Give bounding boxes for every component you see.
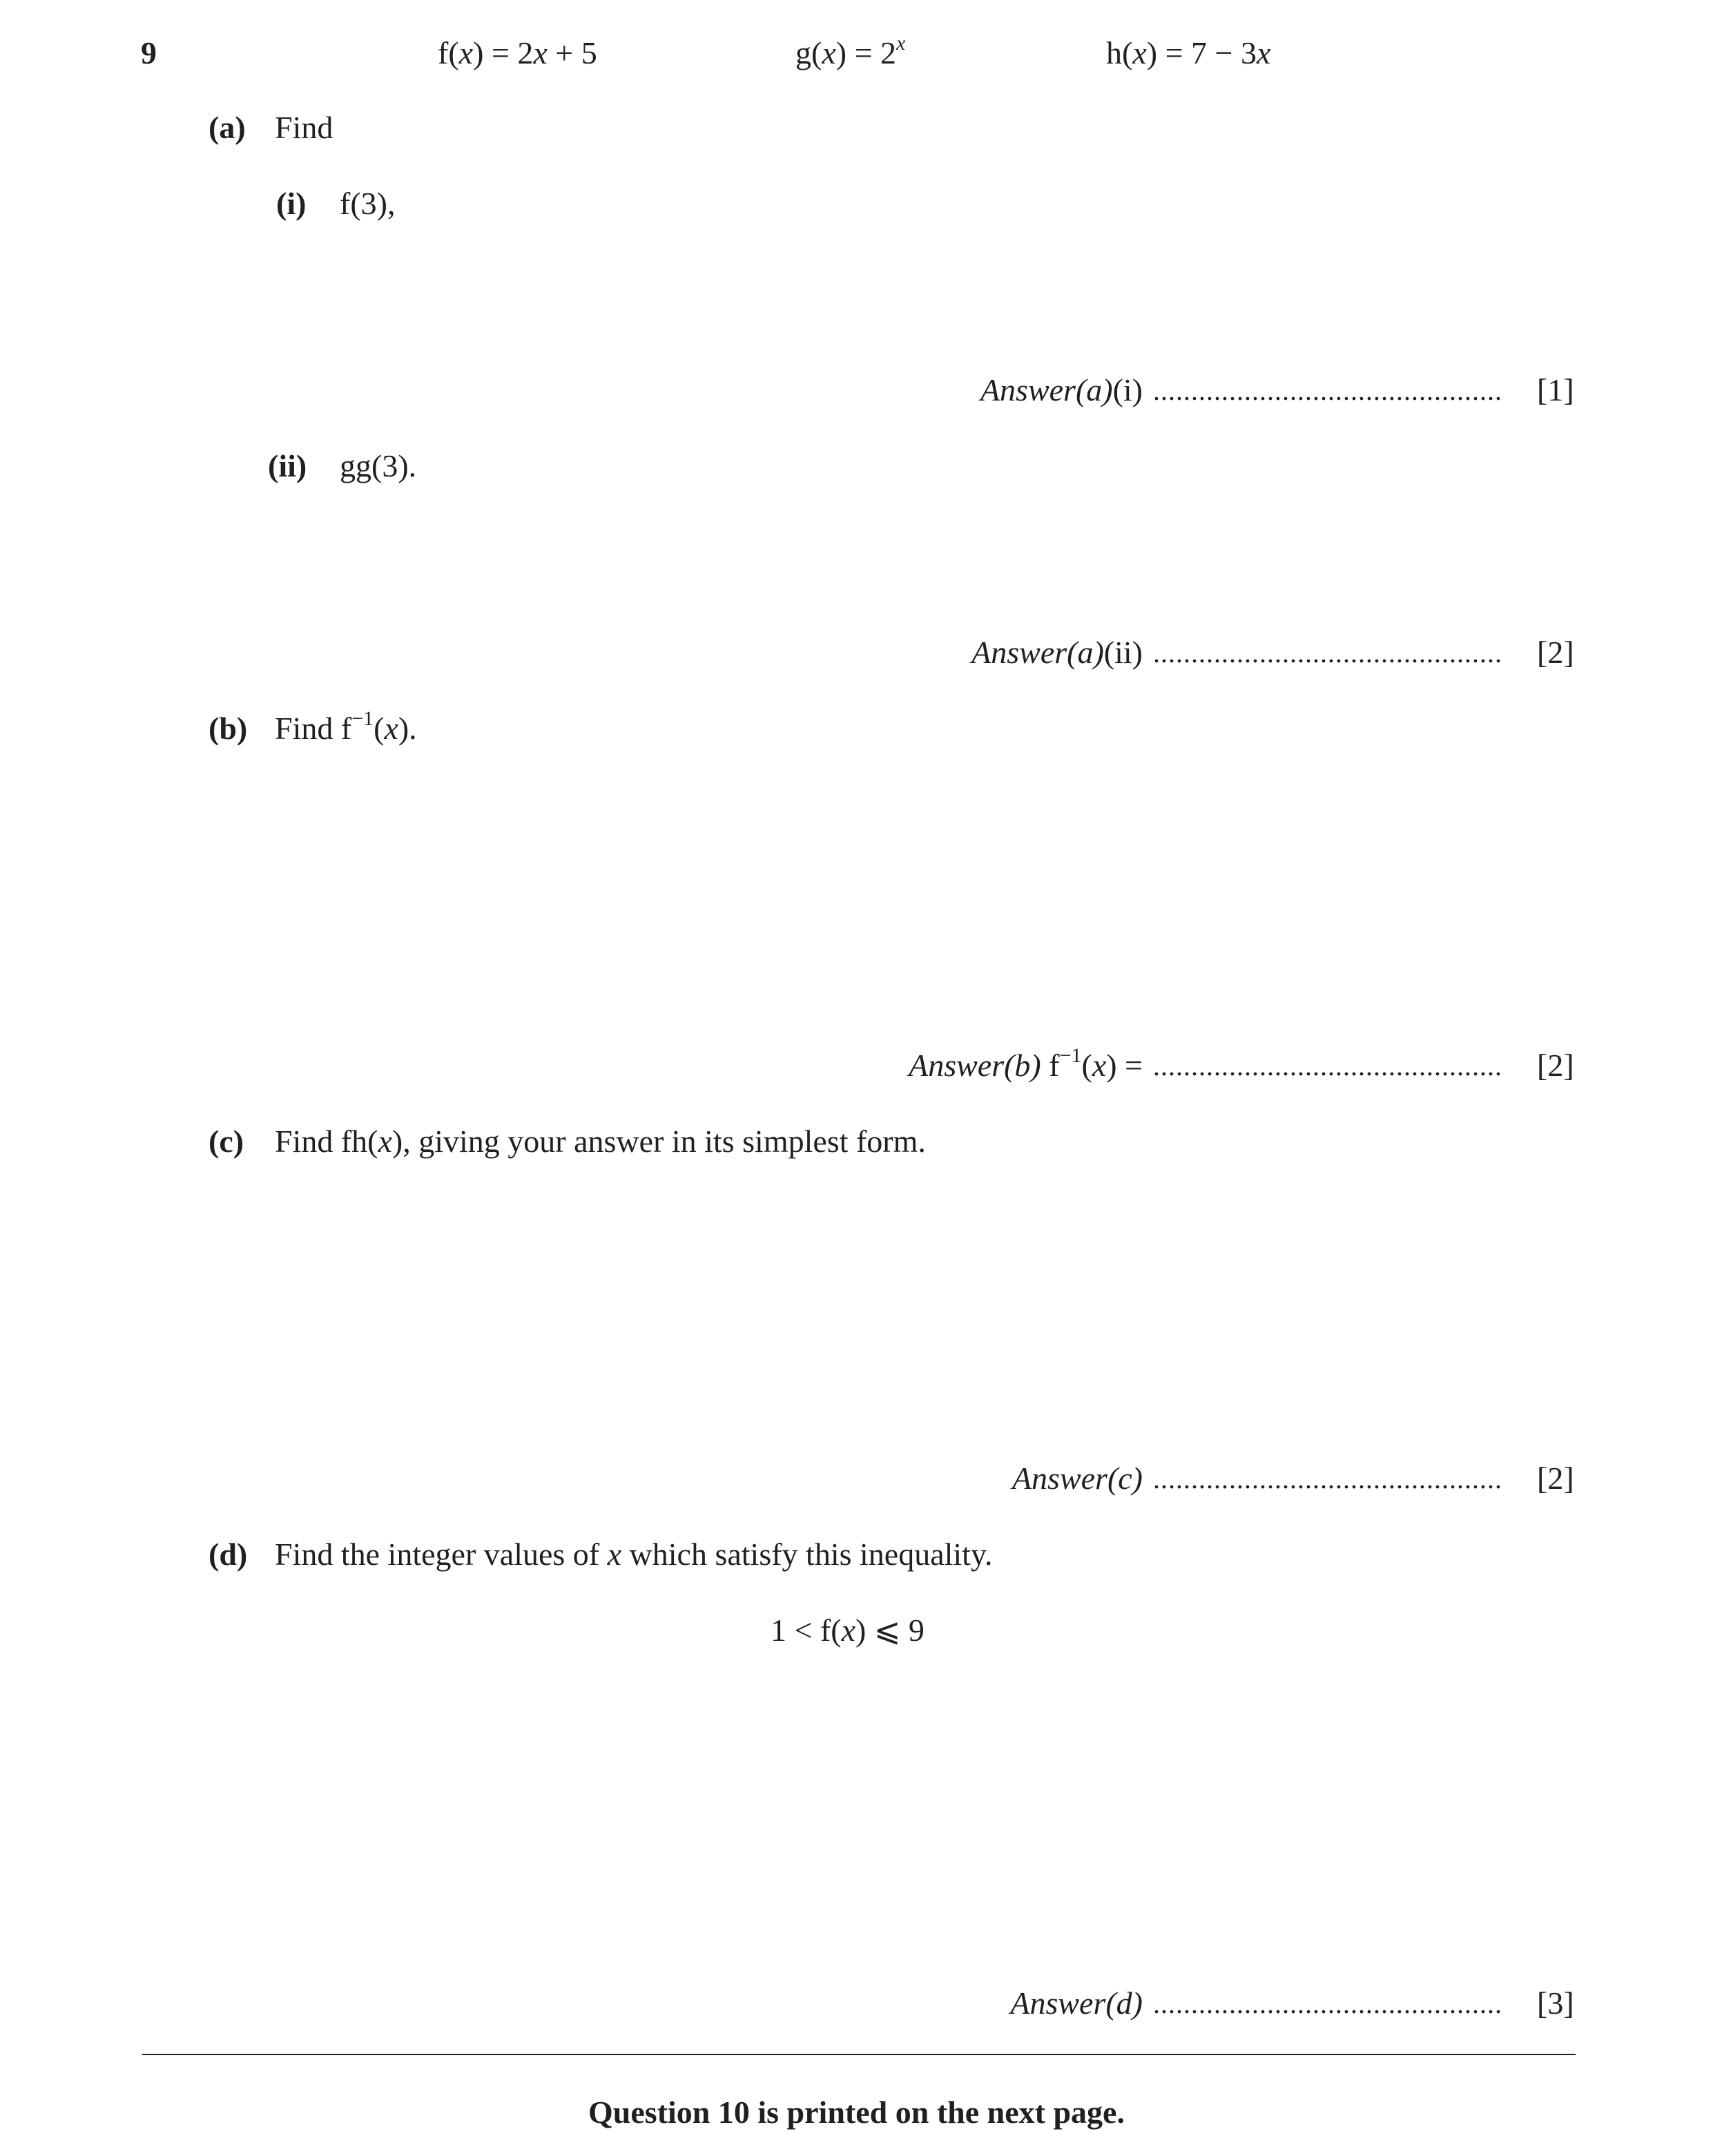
g-def-lhs: g( <box>795 35 822 70</box>
part-b-label: (b) <box>209 711 248 746</box>
part-c-text-post: ), giving your answer in its simplest form. <box>391 1124 926 1159</box>
part-b-text-mid: ( <box>374 711 385 746</box>
footer-note: Question 10 is printed on the next page. <box>588 2095 1125 2130</box>
part-c-text <box>275 1126 926 1157</box>
answer-d-marks: [3] <box>1537 1985 1574 2021</box>
answer-b-var: x <box>1092 1048 1107 1083</box>
inequality-pre: 1 < f( <box>771 1613 842 1648</box>
part-d-inequality <box>771 1615 925 1646</box>
part-c-label: (c) <box>209 1124 244 1159</box>
part-b-text-pre: Find f <box>275 711 352 746</box>
answer-d-label-italic: Answer(d) <box>1010 1985 1143 2021</box>
part-a-i-text: f(3), <box>340 186 396 221</box>
part-b-sup: −1 <box>351 706 374 730</box>
part-d-text-pre: Find the integer values of <box>275 1537 608 1572</box>
g-definition <box>795 31 906 70</box>
answer-c-label-italic: Answer(c) <box>1012 1461 1143 1496</box>
answer-d-label <box>1010 1987 1143 2019</box>
part-d-label: (d) <box>209 1537 248 1572</box>
answer-b-marks: [2] <box>1537 1048 1574 1083</box>
part-c-var: x <box>378 1124 392 1159</box>
h-definition <box>1106 37 1270 69</box>
answer-a-ii-label-italic: Answer(a) <box>971 635 1104 670</box>
part-d-text <box>275 1539 992 1570</box>
answer-a-i-label-italic: Answer(a) <box>980 372 1113 407</box>
f-definition <box>438 37 597 69</box>
f-def-var: x <box>458 35 474 70</box>
answer-a-i-line[interactable]: .............................................. <box>1153 377 1502 405</box>
answer-a-i-label <box>980 374 1143 406</box>
part-d-text-post: which satisfy this inequality. <box>621 1537 993 1572</box>
answer-b-label-italic: Answer(b) <box>909 1048 1041 1083</box>
answer-a-ii-label-plain: (ii) <box>1103 635 1143 670</box>
g-def-mid: ) = 2 <box>835 35 897 70</box>
part-c-text-pre: Find fh( <box>275 1124 378 1159</box>
inequality-post: ) ⩽ 9 <box>855 1613 925 1648</box>
answer-b-line[interactable]: .............................................. <box>1153 1052 1502 1080</box>
answer-b-sup: −1 <box>1059 1043 1082 1067</box>
f-def-lhs: f( <box>438 35 459 70</box>
part-a-ii-label: (ii) <box>268 448 307 483</box>
question-number: 9 <box>141 35 157 70</box>
h-def-var: x <box>1132 35 1147 70</box>
answer-d-line[interactable]: .............................................. <box>1153 1990 1502 2018</box>
inequality-var: x <box>841 1613 856 1648</box>
answer-c-marks: [2] <box>1537 1461 1574 1496</box>
part-a-label: (a) <box>209 110 246 145</box>
part-a-ii-text: gg(3). <box>340 448 417 483</box>
answer-c-label <box>1012 1463 1143 1494</box>
answer-b-label-mid: ( <box>1081 1048 1092 1083</box>
g-def-exp: x <box>896 31 906 55</box>
answer-b-label-pre: f <box>1041 1048 1060 1083</box>
answer-a-i-marks: [1] <box>1537 372 1574 407</box>
g-def-var: x <box>822 35 836 70</box>
f-def-var2: x <box>533 35 548 70</box>
part-b-text-post: ). <box>398 711 417 746</box>
h-def-var2: x <box>1256 35 1271 70</box>
answer-a-ii-marks: [2] <box>1537 635 1574 670</box>
part-b-text <box>275 706 417 746</box>
part-d-var: x <box>607 1537 622 1572</box>
answer-b-label-post: ) = <box>1106 1048 1143 1083</box>
f-def-rhs: + 5 <box>547 35 597 70</box>
part-b-var: x <box>384 711 398 746</box>
answer-c-line[interactable]: .............................................. <box>1153 1465 1502 1493</box>
part-a-i-label: (i) <box>276 186 307 221</box>
f-def-mid: ) = 2 <box>473 35 534 70</box>
footer-divider <box>142 2054 1576 2055</box>
h-def-lhs: h( <box>1106 35 1133 70</box>
answer-a-ii-label <box>971 637 1143 668</box>
answer-a-i-label-plain: (i) <box>1112 372 1143 407</box>
answer-b-label <box>909 1043 1143 1083</box>
part-a-text: Find <box>275 110 333 145</box>
h-def-mid: ) = 7 − 3 <box>1146 35 1257 70</box>
answer-a-ii-line[interactable]: .............................................. <box>1153 639 1502 667</box>
